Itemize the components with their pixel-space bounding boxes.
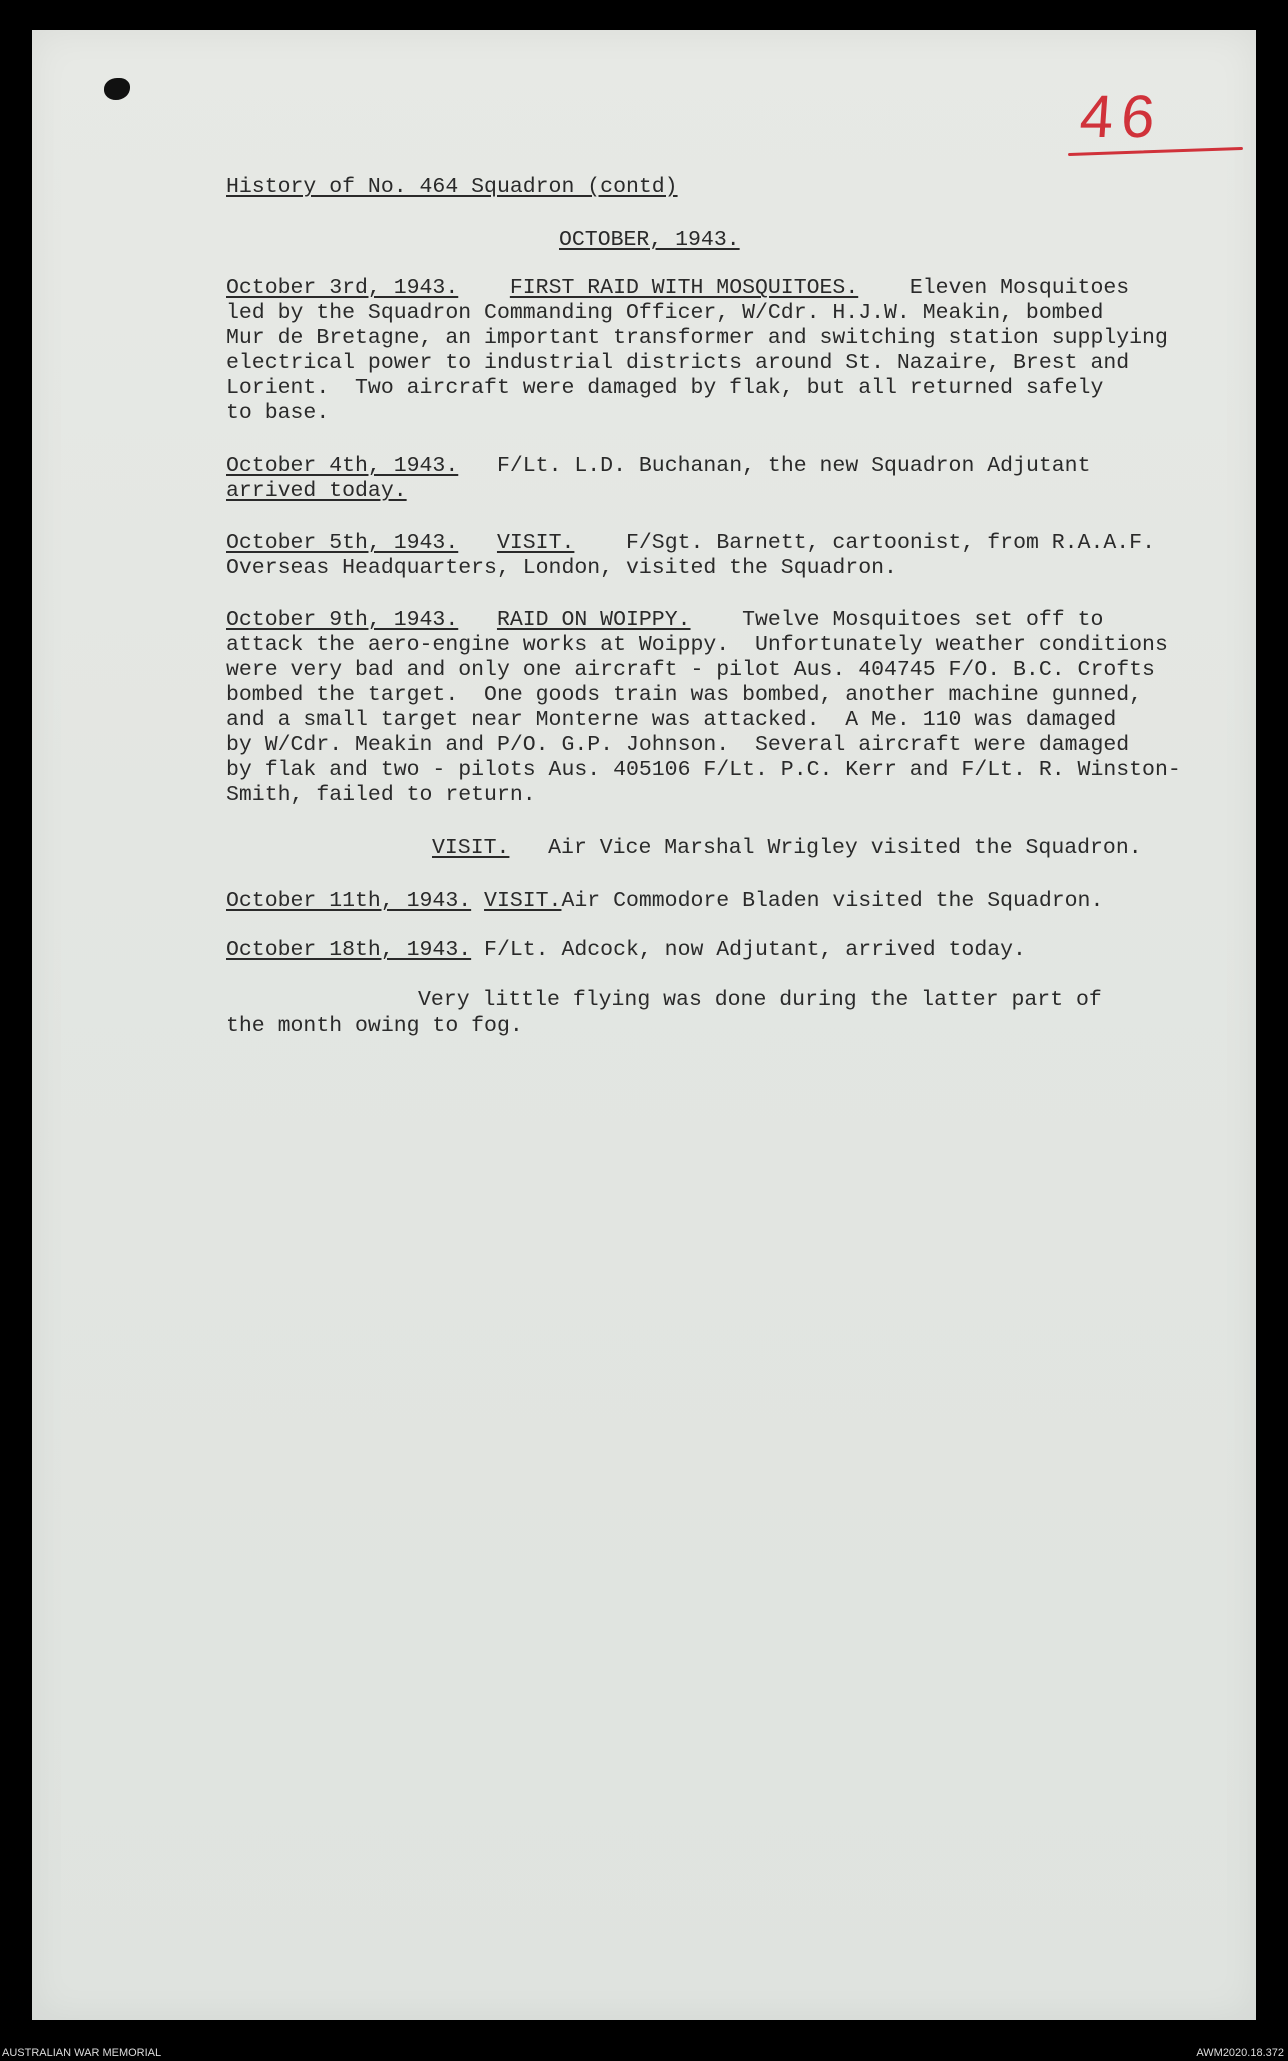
entry-text: bombed the target. One goods train was bombed, another machine gunned, [226, 683, 1143, 707]
entry-date: October 5th, 1943. [226, 531, 459, 555]
closing-text: the month owing to fog. [226, 1014, 523, 1038]
entry-text: F/Sgt. Barnett, cartoonist, from R.A.A.F. [626, 531, 1155, 555]
entry-date: October 9th, 1943. [226, 608, 459, 632]
entry-date: October 3rd, 1943. [226, 276, 459, 300]
entry-text: Air Commodore Bladen visited the Squadron. [561, 889, 1104, 913]
entry-text: F/Lt. Adcock, now Adjutant, arrived today. [484, 938, 1026, 962]
entry-text: F/Lt. L.D. Buchanan, the new Squadron Adjutant [496, 454, 1091, 478]
footer-archive-name: AUSTRALIAN WAR MEMORIAL [2, 2047, 162, 2059]
entry-text: arrived today. [226, 479, 407, 503]
entry-oct-5-line-1 [226, 531, 1155, 557]
entry-date: October 18th, 1943. [226, 938, 472, 962]
entry-visit-line [432, 836, 1142, 862]
entry-date: October 11th, 1943. [226, 889, 472, 913]
entry-text: Overseas Headquarters, London, visited the Squadron. [226, 556, 897, 580]
entry-title: VISIT. [496, 531, 575, 555]
entry-text: attack the aero-engine works at Woippy. Unfortunately weather conditions [226, 633, 1168, 657]
entry-text: Twelve Mosquitoes set off to [742, 608, 1104, 632]
document-header: History of No. 464 Squadron (contd) [226, 175, 678, 199]
entry-title: RAID ON WOIPPY. [496, 608, 691, 632]
entry-oct-9-line-1 [226, 608, 1103, 634]
entry-text: Smith, failed to return. [226, 783, 536, 807]
entry-text: led by the Squadron Commanding Officer, W/Cdr. H.J.W. Meakin, bombed [226, 301, 1104, 325]
entry-text: electrical power to industrial districts around St. Nazaire, Brest and [226, 351, 1130, 375]
footer-archive-reference: AWM2020.18.372 [1196, 2047, 1284, 2059]
entry-oct-11-line [226, 889, 1103, 915]
entry-text: and a small target near Monterne was attacked. A Me. 110 was damaged [226, 708, 1117, 732]
entry-oct-18-line [226, 938, 1026, 964]
entry-title: VISIT. [484, 889, 562, 913]
entry-text: Air Vice Marshal Wrigley visited the Squadron. [548, 836, 1142, 860]
entry-text: Eleven Mosquitoes [909, 276, 1130, 300]
entry-text: Mur de Bretagne, an important transformer and switching station supplying [226, 326, 1168, 350]
entry-title: FIRST RAID WITH MOSQUITOES. [509, 276, 859, 300]
closing-text: Very little flying was done during the latter part of [418, 988, 1102, 1012]
entry-text: by W/Cdr. Meakin and P/O. G.P. Johnson. Several aircraft were damaged [226, 733, 1130, 757]
page-number-handwritten: 46 [1077, 83, 1166, 150]
entry-date: October 4th, 1943. [226, 454, 459, 478]
entry-text: were very bad and only one aircraft - pilot Aus. 404745 F/O. B.C. Crofts [226, 658, 1155, 682]
entry-text: to base. [226, 401, 330, 425]
entry-oct-3-line-1 [226, 276, 1129, 302]
entry-title: VISIT. [432, 836, 510, 860]
month-heading: OCTOBER, 1943. [559, 228, 740, 252]
entry-oct-4-line-1 [226, 454, 1090, 480]
entry-text: Lorient. Two aircraft were damaged by flak, but all returned safely [226, 376, 1104, 400]
entry-text: by flak and two - pilots Aus. 405106 F/Lt. P.C. Kerr and F/Lt. R. Winston- [226, 758, 1181, 782]
